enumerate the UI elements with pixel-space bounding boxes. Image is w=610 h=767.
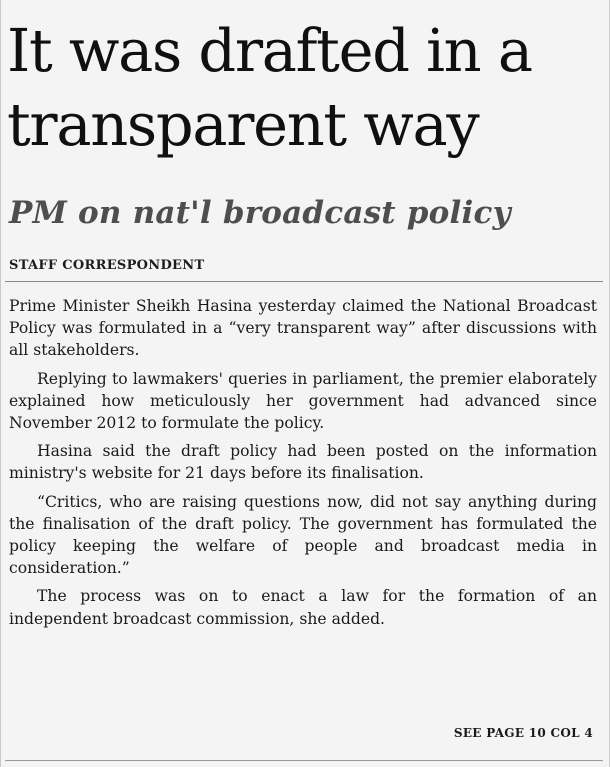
paragraph-4: “Critics, who are raising questions now, did not say anything during the finalisation of the draft policy. The government has formulated the policy keeping the welfare of people and broadcast media in consideration.”	[9, 492, 597, 578]
article-body	[9, 295, 597, 636]
subheadline: PM on nat'l broadcast policy	[9, 195, 511, 231]
paragraph-5: The process was on to enact a law for the formation of an independent broadcast commission, she added.	[9, 587, 597, 628]
headline-line-1: It was drafted in a	[7, 16, 532, 85]
paragraph-1: Prime Minister Sheikh Hasina yesterday claimed the National Broadcast Policy was formulated in a “very transparent way” after discussions with all stakeholders.	[9, 297, 597, 360]
paragraph-3: Hasina said the draft policy had been posted on the information ministry's website for 21 days before its finalisation.	[9, 442, 597, 483]
headline	[7, 14, 607, 162]
byline: STAFF CORRESPONDENT	[9, 258, 205, 273]
bottom-divider	[5, 760, 603, 761]
continuation-reference: SEE PAGE 10 COL 4	[453, 726, 593, 740]
paragraph-2: Replying to lawmakers' queries in parliament, the premier elaborately explained how meticulously her government had advanced since November 2012 to formulate the policy.	[9, 369, 597, 433]
headline-line-2: transparent way	[7, 90, 479, 159]
byline-divider	[5, 281, 603, 282]
